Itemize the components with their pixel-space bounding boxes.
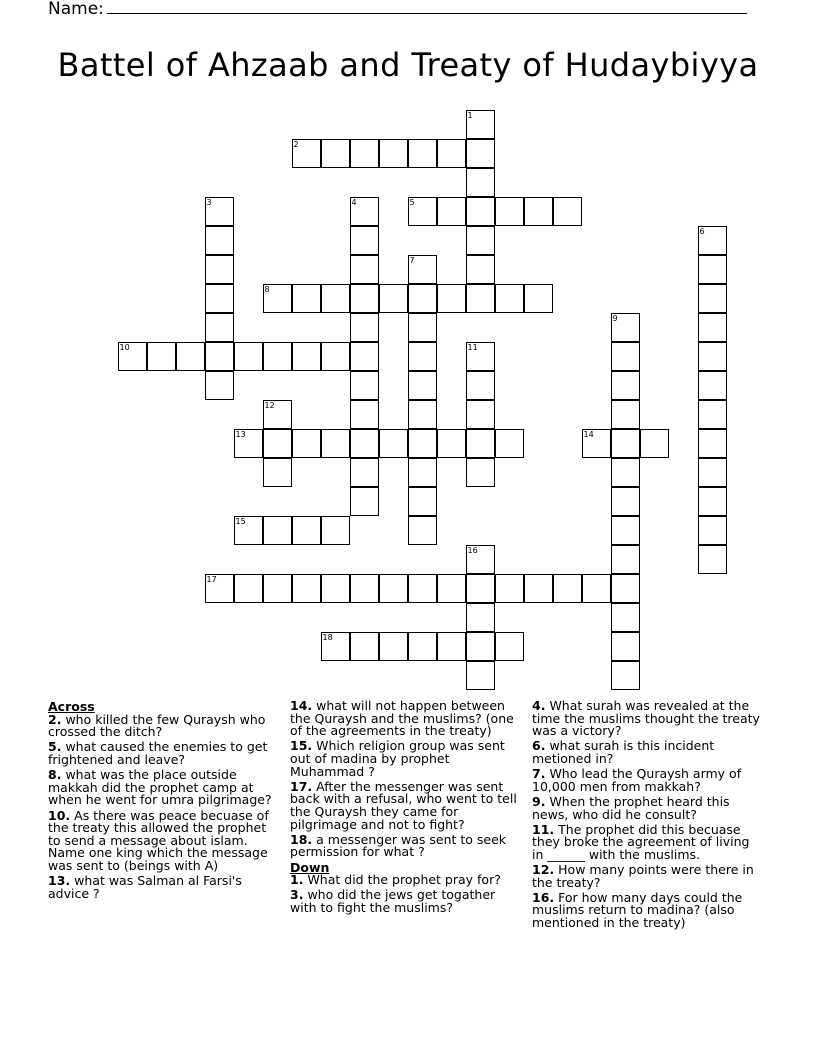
grid-cell[interactable] bbox=[292, 516, 321, 545]
grid-cell[interactable] bbox=[379, 574, 408, 603]
clue-item-text: What surah was revealed at the time the muslims thought the treaty was a victory? bbox=[532, 698, 760, 739]
grid-cell[interactable] bbox=[698, 429, 727, 458]
grid-cell[interactable] bbox=[263, 429, 292, 458]
clue-item-text: What did the prophet pray for? bbox=[307, 872, 501, 888]
grid-cell[interactable] bbox=[292, 139, 321, 168]
clue-item-text: Which religion group was sent out of madina by prophet Muhammad ? bbox=[290, 738, 505, 779]
clue-item bbox=[290, 740, 522, 778]
grid-cell[interactable] bbox=[553, 197, 582, 226]
grid-cell[interactable] bbox=[263, 574, 292, 603]
grid-cell[interactable] bbox=[408, 342, 437, 371]
grid-cell[interactable] bbox=[350, 487, 379, 516]
grid-cell[interactable] bbox=[466, 458, 495, 487]
grid-cell[interactable] bbox=[292, 574, 321, 603]
grid-cell[interactable] bbox=[698, 458, 727, 487]
grid-cell[interactable] bbox=[466, 429, 495, 458]
clue-item-text: what was Salman al Farsi's advice ? bbox=[48, 873, 242, 901]
clue-item-text: a messenger was sent to seek permission for what ? bbox=[290, 831, 507, 860]
grid-cell[interactable] bbox=[466, 255, 495, 284]
clue-item bbox=[290, 874, 522, 887]
grid-cell[interactable] bbox=[408, 400, 437, 429]
grid-cell[interactable] bbox=[263, 342, 292, 371]
grid-cell[interactable] bbox=[437, 574, 466, 603]
grid-cell[interactable] bbox=[176, 342, 205, 371]
clue-number: 7 bbox=[409, 256, 415, 265]
grid-cell[interactable] bbox=[321, 342, 350, 371]
clue-item-number: 15. bbox=[290, 738, 313, 754]
grid-cell[interactable] bbox=[234, 429, 263, 458]
grid-cell[interactable] bbox=[205, 284, 234, 313]
grid-cell[interactable] bbox=[437, 284, 466, 313]
grid-cell[interactable] bbox=[350, 574, 379, 603]
clue-item-number: 1. bbox=[290, 872, 304, 888]
grid-cell[interactable] bbox=[466, 139, 495, 168]
grid-cell[interactable] bbox=[698, 516, 727, 545]
grid-cell[interactable] bbox=[698, 400, 727, 429]
grid-cell[interactable] bbox=[466, 574, 495, 603]
grid-cell[interactable] bbox=[466, 661, 495, 690]
clue-item-number: 4. bbox=[532, 698, 546, 713]
clue-item-text: what caused the enemies to get frightened and leave? bbox=[48, 739, 268, 767]
grid-cell[interactable] bbox=[263, 284, 292, 313]
down-clue-list bbox=[290, 874, 522, 914]
clue-number: 5 bbox=[409, 198, 415, 207]
across-clue-list bbox=[48, 711, 280, 901]
clue-item-number: 12. bbox=[532, 862, 555, 878]
grid-cell[interactable] bbox=[553, 574, 582, 603]
grid-cell[interactable] bbox=[466, 168, 495, 197]
grid-cell[interactable] bbox=[234, 574, 263, 603]
down-heading: Down bbox=[290, 859, 330, 875]
grid-cell[interactable] bbox=[350, 226, 379, 255]
grid-cell[interactable] bbox=[350, 632, 379, 661]
grid-cell[interactable] bbox=[350, 313, 379, 342]
clue-number: 12 bbox=[264, 401, 275, 410]
grid-cell[interactable] bbox=[582, 574, 611, 603]
grid-cell[interactable] bbox=[698, 342, 727, 371]
clue-item bbox=[532, 700, 764, 738]
clue-item bbox=[48, 769, 280, 807]
grid-cell[interactable] bbox=[698, 284, 727, 313]
grid-cell[interactable] bbox=[234, 516, 263, 545]
clue-item bbox=[290, 889, 522, 914]
clue-number: 18 bbox=[322, 633, 333, 642]
clue-item-number: 9. bbox=[532, 793, 546, 809]
clue-item bbox=[532, 864, 764, 889]
clue-number: 6 bbox=[699, 227, 705, 236]
clue-item bbox=[290, 778, 522, 832]
grid-cell[interactable] bbox=[466, 632, 495, 661]
grid-cell[interactable] bbox=[524, 284, 553, 313]
grid-cell[interactable] bbox=[698, 371, 727, 400]
grid-cell[interactable] bbox=[698, 487, 727, 516]
clue-number: 11 bbox=[467, 343, 478, 352]
clue-item-number: 8. bbox=[48, 767, 62, 783]
grid-cell[interactable] bbox=[611, 487, 640, 516]
grid-cell[interactable] bbox=[408, 313, 437, 342]
grid-cell[interactable] bbox=[379, 632, 408, 661]
grid-cell[interactable] bbox=[437, 632, 466, 661]
clue-item-text: who killed the few Quraysh who crossed the ditch? bbox=[48, 711, 266, 740]
clue-item-text: When the prophet heard this news, who did he consult? bbox=[532, 793, 730, 822]
grid-cell[interactable] bbox=[611, 371, 640, 400]
grid-cell[interactable] bbox=[611, 545, 640, 574]
clue-item-text: How many points were there in the treaty? bbox=[532, 862, 754, 890]
grid-cell[interactable] bbox=[350, 342, 379, 371]
clue-number: 9 bbox=[612, 314, 618, 323]
clues-column-1 bbox=[48, 700, 280, 903]
grid-cell[interactable] bbox=[350, 284, 379, 313]
grid-cell[interactable] bbox=[466, 197, 495, 226]
grid-cell[interactable] bbox=[321, 139, 350, 168]
clue-item bbox=[532, 740, 764, 765]
grid-cell[interactable] bbox=[350, 139, 379, 168]
grid-cell[interactable] bbox=[611, 342, 640, 371]
clue-item-number: 2. bbox=[48, 711, 62, 727]
grid-cell[interactable] bbox=[611, 516, 640, 545]
grid-cell[interactable] bbox=[495, 284, 524, 313]
grid-cell[interactable] bbox=[408, 371, 437, 400]
clue-item bbox=[532, 821, 764, 862]
clue-item bbox=[532, 793, 764, 822]
grid-cell[interactable] bbox=[698, 313, 727, 342]
grid-cell[interactable] bbox=[350, 429, 379, 458]
grid-cell[interactable] bbox=[582, 429, 611, 458]
grid-cell[interactable] bbox=[321, 516, 350, 545]
grid-cell[interactable] bbox=[611, 632, 640, 661]
grid-cell[interactable] bbox=[495, 197, 524, 226]
grid-cell[interactable] bbox=[379, 429, 408, 458]
clue-item-number: 3. bbox=[290, 887, 304, 903]
grid-cell[interactable] bbox=[321, 429, 350, 458]
grid-cell[interactable] bbox=[350, 255, 379, 284]
grid-cell[interactable] bbox=[321, 574, 350, 603]
grid-cell[interactable] bbox=[350, 371, 379, 400]
across-heading: Across bbox=[48, 699, 95, 714]
grid-cell[interactable] bbox=[611, 458, 640, 487]
clue-item-number: 5. bbox=[48, 739, 62, 755]
clues-column-3 bbox=[532, 700, 764, 932]
clue-number: 13 bbox=[235, 430, 246, 439]
clue-item bbox=[290, 700, 522, 738]
name-label: Name: bbox=[48, 0, 104, 19]
grid-cell[interactable] bbox=[321, 284, 350, 313]
clue-item-text: After the messenger was sent back with a refusal, who went to tell the Quraysh they came for pilgrimage and not to fight? bbox=[290, 778, 517, 832]
clue-number: 2 bbox=[293, 140, 299, 149]
grid-cell[interactable] bbox=[263, 400, 292, 429]
clue-item-text: what surah is this incident metioned in? bbox=[532, 738, 715, 766]
clue-item-number: 13. bbox=[48, 873, 71, 889]
grid-cell[interactable] bbox=[495, 574, 524, 603]
clue-item-text: As there was peace becuase of the treaty this allowed the prophet to send a message about islam. Name one king which the message was sent to (beings with A) bbox=[48, 807, 269, 873]
grid-cell[interactable] bbox=[292, 284, 321, 313]
grid-cell[interactable] bbox=[466, 342, 495, 371]
grid-cell[interactable] bbox=[437, 139, 466, 168]
grid-cell[interactable] bbox=[408, 284, 437, 313]
grid-cell[interactable] bbox=[611, 313, 640, 342]
grid-cell[interactable] bbox=[611, 400, 640, 429]
grid-cell[interactable] bbox=[205, 313, 234, 342]
clue-item bbox=[532, 889, 764, 931]
grid-cell[interactable] bbox=[437, 429, 466, 458]
grid-cell[interactable] bbox=[205, 255, 234, 284]
grid-cell[interactable] bbox=[205, 197, 234, 226]
grid-cell[interactable] bbox=[408, 487, 437, 516]
grid-cell[interactable] bbox=[408, 429, 437, 458]
grid-cell[interactable] bbox=[205, 342, 234, 371]
grid-cell[interactable] bbox=[466, 284, 495, 313]
clues-column-2 bbox=[290, 700, 522, 917]
grid-cell[interactable] bbox=[321, 632, 350, 661]
grid-cell[interactable] bbox=[147, 342, 176, 371]
clue-item-text: Who lead the Quraysh army of 10,000 men from makkah? bbox=[532, 766, 742, 794]
clue-item bbox=[48, 711, 280, 740]
clue-number: 16 bbox=[467, 546, 478, 555]
clue-item-text: what was the place outside makkah did the prophet camp at when he went for umra pilgrimage? bbox=[48, 767, 272, 808]
grid-cell[interactable] bbox=[263, 458, 292, 487]
grid-cell[interactable] bbox=[611, 661, 640, 690]
clue-item-text: The prophet did this becuase they broke the agreement of living in ______ with the muslims. bbox=[532, 821, 750, 862]
grid-cell[interactable] bbox=[408, 139, 437, 168]
grid-cell[interactable] bbox=[466, 371, 495, 400]
clue-item bbox=[290, 831, 522, 860]
grid-cell[interactable] bbox=[379, 284, 408, 313]
clue-item-text: what will not happen between the Quraysh and the muslims? (one of the agreements in the treaty) bbox=[290, 698, 514, 739]
grid-cell[interactable] bbox=[495, 429, 524, 458]
clue-number: 8 bbox=[264, 285, 270, 294]
clue-number: 3 bbox=[206, 198, 212, 207]
grid-cell[interactable] bbox=[698, 226, 727, 255]
down-clue-list-continued bbox=[532, 700, 764, 930]
grid-cell[interactable] bbox=[524, 197, 553, 226]
clue-item-text: For how many days could the muslims return to madina? (also mentioned in the treaty) bbox=[532, 889, 743, 931]
grid-cell[interactable] bbox=[466, 226, 495, 255]
clue-item-number: 7. bbox=[532, 766, 546, 782]
grid-cell[interactable] bbox=[118, 342, 147, 371]
clue-number: 15 bbox=[235, 517, 246, 526]
grid-cell[interactable] bbox=[611, 603, 640, 632]
clue-item-number: 6. bbox=[532, 738, 546, 754]
clue-number: 1 bbox=[467, 111, 473, 120]
grid-cell[interactable] bbox=[350, 197, 379, 226]
grid-cell[interactable] bbox=[292, 429, 321, 458]
clue-number: 4 bbox=[351, 198, 357, 207]
grid-cell[interactable] bbox=[408, 516, 437, 545]
grid-cell[interactable] bbox=[698, 545, 727, 574]
grid-cell[interactable] bbox=[350, 400, 379, 429]
clue-item-text: who did the jews get togather with to fight the muslims? bbox=[290, 887, 496, 915]
grid-cell[interactable] bbox=[408, 632, 437, 661]
clue-item bbox=[48, 807, 280, 873]
grid-cell[interactable] bbox=[466, 400, 495, 429]
grid-cell[interactable] bbox=[466, 603, 495, 632]
grid-cell[interactable] bbox=[524, 574, 553, 603]
clue-item-number: 14. bbox=[290, 698, 313, 713]
grid-cell[interactable] bbox=[234, 342, 263, 371]
clue-item-number: 11. bbox=[532, 821, 555, 837]
grid-cell[interactable] bbox=[495, 632, 524, 661]
grid-cell[interactable] bbox=[640, 429, 669, 458]
clue-item-number: 17. bbox=[290, 778, 313, 794]
grid-cell[interactable] bbox=[205, 574, 234, 603]
grid-cell[interactable] bbox=[408, 458, 437, 487]
clue-number: 17 bbox=[206, 575, 217, 584]
grid-cell[interactable] bbox=[408, 255, 437, 284]
clue-item-number: 16. bbox=[532, 889, 555, 905]
grid-cell[interactable] bbox=[611, 574, 640, 603]
grid-cell[interactable] bbox=[263, 516, 292, 545]
clue-item-number: 10. bbox=[48, 807, 71, 823]
clue-number: 10 bbox=[119, 343, 130, 352]
grid-cell[interactable] bbox=[408, 574, 437, 603]
clue-item bbox=[48, 875, 280, 900]
grid-cell[interactable] bbox=[437, 197, 466, 226]
grid-cell[interactable] bbox=[466, 110, 495, 139]
page-title: Battel of Ahzaab and Treaty of Hudaybiyya bbox=[57, 46, 759, 84]
grid-cell[interactable] bbox=[292, 342, 321, 371]
clue-number: 14 bbox=[583, 430, 594, 439]
grid-cell[interactable] bbox=[698, 255, 727, 284]
grid-cell[interactable] bbox=[350, 458, 379, 487]
grid-cell[interactable] bbox=[205, 226, 234, 255]
clue-item bbox=[532, 768, 764, 793]
clue-item bbox=[48, 741, 280, 766]
grid-cell[interactable] bbox=[611, 429, 640, 458]
grid-cell[interactable] bbox=[379, 139, 408, 168]
clue-item-number: 18. bbox=[290, 831, 313, 847]
grid-cell[interactable] bbox=[466, 545, 495, 574]
grid-cell[interactable] bbox=[408, 197, 437, 226]
across-clue-list-continued bbox=[290, 700, 522, 859]
grid-cell[interactable] bbox=[205, 371, 234, 400]
